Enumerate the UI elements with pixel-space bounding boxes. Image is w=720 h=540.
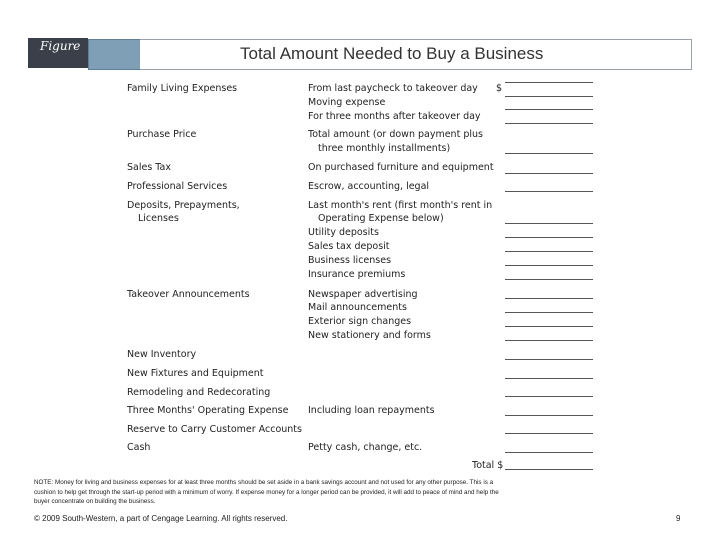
detail-last-paycheck: From last paycheck to takeover day <box>308 83 478 94</box>
amount-field-line <box>505 191 593 192</box>
detail-mail: Mail announcements <box>308 302 407 313</box>
detail-insurance: Insurance premiums <box>308 269 406 280</box>
amount-field-line <box>505 312 593 313</box>
amount-field-line <box>505 378 593 379</box>
amount-field-line <box>505 433 593 434</box>
amount-field-line <box>505 279 593 280</box>
category-operating-expense: Three Months' Operating Expense <box>127 405 289 416</box>
detail-utility-deposits: Utility deposits <box>308 227 379 238</box>
amount-field-line <box>505 96 593 97</box>
amount-field-line <box>505 109 593 110</box>
detail-petty-cash: Petty cash, change, etc. <box>308 442 423 453</box>
total-label: Total $ <box>472 460 504 471</box>
detail-sales-tax-deposit: Sales tax deposit <box>308 241 390 252</box>
amount-field-line <box>505 223 593 224</box>
amount-field-line <box>505 452 593 453</box>
amount-field-line <box>505 123 593 124</box>
category-customer-accounts: Reserve to Carry Customer Accounts <box>127 424 302 435</box>
category-family-living: Family Living Expenses <box>127 83 238 94</box>
detail-last-month-rent: Last month's rent (first month's rent in <box>308 200 493 211</box>
detail-moving-expense: Moving expense <box>308 97 386 108</box>
amount-field-line <box>505 359 593 360</box>
detail-three-months: For three months after takeover day <box>308 111 481 122</box>
category-sales-tax: Sales Tax <box>127 162 171 173</box>
category-purchase-price: Purchase Price <box>127 129 197 140</box>
amount-field-line <box>505 153 593 154</box>
detail-escrow: Escrow, accounting, legal <box>308 181 430 192</box>
category-takeover-announcements: Takeover Announcements <box>127 289 250 300</box>
amount-field-line <box>505 251 593 252</box>
note-text: NOTE: Money for living and business expenses for at least three months should be set aside in a bank savings account and not used for any other purpose. This is a cushion to help get through the start-up period with a minimum of worry. If expense money for a longer period can be provided, it will add to peace of mind and help the buyer concentrate on building the business. <box>34 479 499 505</box>
figure-label: Figure <box>40 39 81 53</box>
category-fixtures-equipment: New Fixtures and Equipment <box>127 368 264 379</box>
amount-field-line <box>505 237 593 238</box>
detail-total-amount: Total amount (or down payment plus <box>308 129 483 140</box>
detail-operating-expense-below: Operating Expense below) <box>318 213 444 224</box>
category-deposits: Deposits, Prepayments, <box>127 200 240 211</box>
amount-field-line <box>505 298 593 299</box>
detail-stationery: New stationery and forms <box>308 330 431 341</box>
detail-furniture: On purchased furniture and equipment <box>308 162 494 173</box>
detail-sign: Exterior sign changes <box>308 316 412 327</box>
detail-newspaper: Newspaper advertising <box>308 289 418 300</box>
page-title: Total Amount Needed to Buy a Business <box>240 44 544 63</box>
total-amount-line <box>505 469 593 470</box>
currency-symbol: $ <box>496 83 503 94</box>
category-cash: Cash <box>127 442 151 453</box>
amount-field-line <box>505 265 593 266</box>
amount-field-line <box>505 340 593 341</box>
figure-accent-box <box>88 39 142 70</box>
category-professional-services: Professional Services <box>127 181 228 192</box>
copyright: © 2009 South-Western, a part of Cengage Learning. All rights reserved. <box>34 514 288 523</box>
amount-field-line <box>505 326 593 327</box>
category-licenses: Licenses <box>138 213 179 224</box>
category-remodeling: Remodeling and Redecorating <box>127 387 271 398</box>
amount-field-line <box>505 173 593 174</box>
amount-field-line <box>505 415 593 416</box>
detail-business-licenses: Business licenses <box>308 255 392 266</box>
amount-field-line <box>505 396 593 397</box>
amount-field-line <box>505 82 593 83</box>
detail-installments: three monthly installments) <box>318 143 451 154</box>
page-number: 9 <box>676 514 681 523</box>
detail-loan-repayments: Including loan repayments <box>308 405 435 416</box>
category-new-inventory: New Inventory <box>127 349 197 360</box>
